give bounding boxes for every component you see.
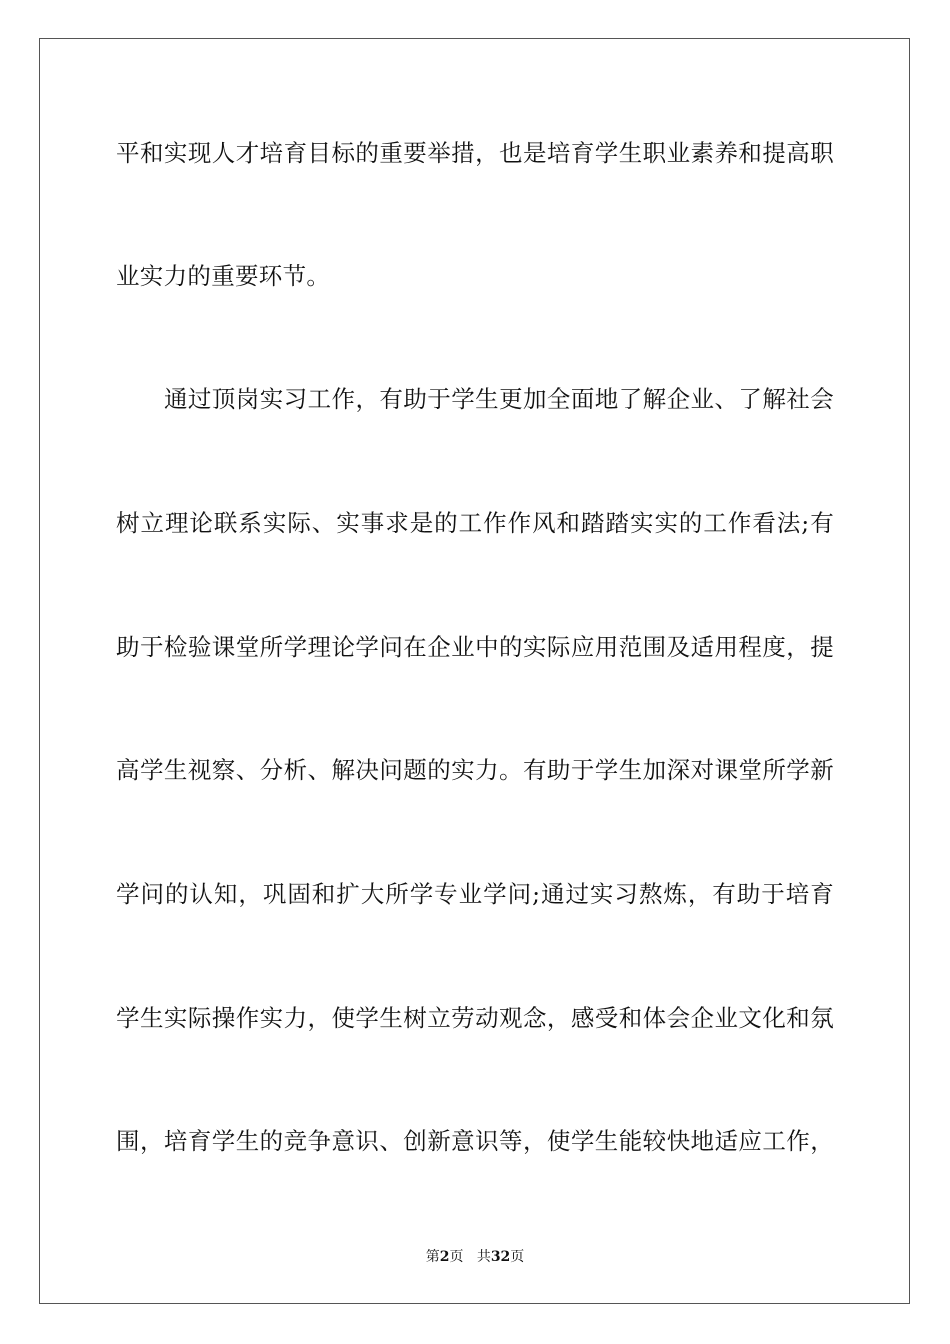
body-text-line: 业实力的重要环节。	[116, 262, 331, 290]
page-label-suffix: 页	[449, 1249, 464, 1265]
body-text-line: 助于检验课堂所学理论学问在企业中的实际应用范围及适用程度，提	[116, 633, 834, 661]
total-label-prefix: 共	[476, 1249, 491, 1265]
page-frame	[39, 38, 910, 1304]
body-text-line: 学生实际操作实力，使学生树立劳动观念，感受和体会企业文化和氛	[116, 1004, 834, 1032]
body-text-line: 树立理论联系实际、实事求是的工作作风和踏踏实实的工作看法;有	[116, 509, 834, 537]
page-footer	[0, 1248, 950, 1266]
total-pages: 32	[490, 1249, 511, 1265]
page-label-prefix: 第	[425, 1249, 440, 1265]
body-text-line: 围，培育学生的竞争意识、创新意识等，使学生能较快地适应工作，	[116, 1127, 834, 1155]
total-label-suffix: 页	[510, 1249, 525, 1265]
body-text-line: 高学生视察、分析、解决问题的实力。有助于学生加深对课堂所学新	[116, 756, 834, 784]
page-number: 2	[439, 1249, 450, 1265]
body-text-line: 平和实现人才培育目标的重要举措，也是培育学生职业素养和提高职	[116, 139, 834, 167]
body-text-line: 学问的认知，巩固和扩大所学专业学问;通过实习熬炼，有助于培育	[116, 880, 834, 908]
body-text-line: 通过顶岗实习工作，有助于学生更加全面地了解企业、了解社会	[164, 385, 834, 413]
